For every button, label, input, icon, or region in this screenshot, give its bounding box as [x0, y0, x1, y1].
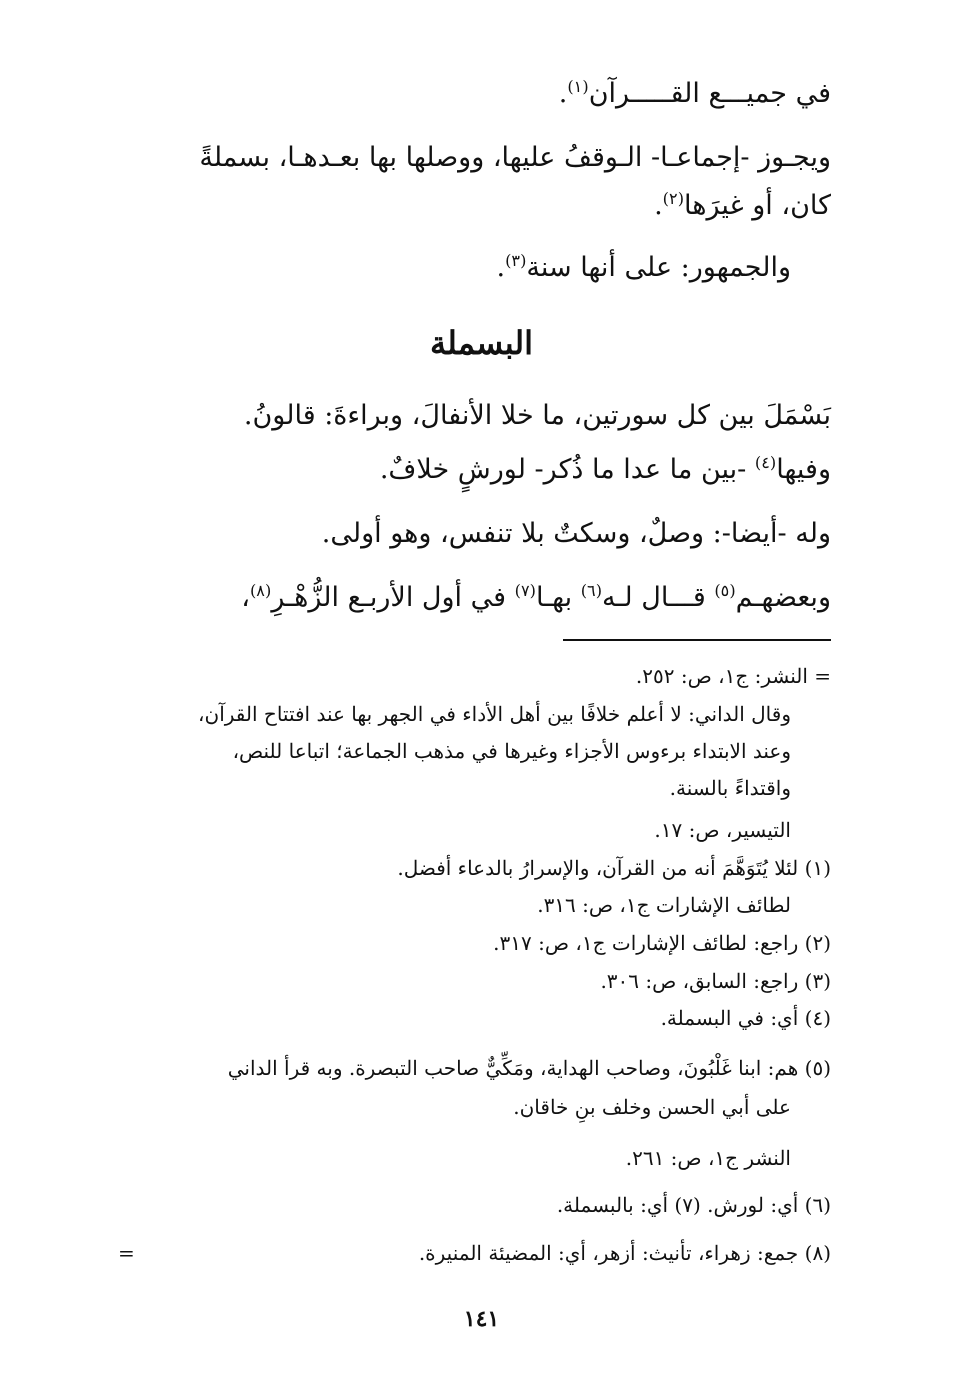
footnote-continued-line-2: وقال الداني: لا أعلم خلافًا بين أهل الأداء في الجهر بها عند افتتاح القرآن، — [198, 702, 791, 726]
footnote-1: (١) لئلا يُتَوَهَّمَ أنه من القرآن، والإسرارُ بالدعاء أفضل. — [397, 856, 831, 880]
footnote-2: (٢) راجع: لطائف الإشارات ج١، ص: ٣١٧. — [493, 931, 831, 955]
footnote-8: (٨) جمع: زهراء، تأنيث: أزهر، أي: المضيئة المنيرة. — [418, 1241, 831, 1265]
footnote-5-line-2: على أبي الحسن وخلف بنِ خاقان. — [513, 1095, 791, 1119]
footnote-4: (٤) أي: في البسملة. — [660, 1006, 831, 1030]
footnote-continued: = النشر: ج١، ص: ٢٥٢. — [635, 664, 831, 688]
page-number: ١٤١ — [463, 1306, 500, 1332]
footnote-separator — [563, 639, 831, 641]
footnote-source: التيسير، ص: ١٧. — [654, 818, 791, 842]
poem-line-4: وبعضهـم$^{(٥)}$ قـــال لـه$^{(٦)}$ بهـا$^{(٧)}$ في أول الأربـع الزُّهْـرِ$^{(٨)}$، — [241, 581, 831, 613]
continuation-mark: = — [118, 1241, 135, 1265]
footnote-5: (٥) هم: ابنا غَلْبُونَ، وصاحب الهداية، ومَكِّيٌّ صاحب التبصرة. وبه قرأ الداني — [227, 1056, 831, 1080]
footnote-1-source: لطائف الإشارات ج١، ص: ٣١٦. — [537, 893, 791, 917]
section-heading: البسملة — [429, 324, 534, 362]
main-line-1: في جميـــع القـــــرآن$^{(١)}$. — [558, 77, 831, 109]
poem-line-2: وفيها$^{(٤)}$ -بين ما عدا ما ذُكر- لورشٍ خلافٌ. — [379, 453, 831, 485]
poem-line-3: وله -أيضا-: وصلٌ، وسكتٌ بلا تنفس، وهو أولى. — [321, 518, 831, 549]
main-line-4: والجمهور: على أنها سنة$^{(٣)}$. — [496, 251, 791, 283]
footnote-continued-line-4: واقتداءً بالسنة. — [669, 776, 791, 800]
main-line-2: ويجـوز -إجماعـا- الـوقفُ عليها، ووصلها بها بعـدهـا، بسملةً — [199, 142, 831, 173]
main-line-3: كان، أو غيرَها$^{(٢)}$. — [654, 189, 831, 221]
footnote-continued-line-3: وعند الابتداء برءوس الأجزاء وغيرها في مذهب الجماعة؛ اتباعا للنص، — [232, 739, 791, 763]
footnote-3: (٣) راجع: السابق، ص: ٣٠٦. — [600, 969, 831, 993]
footnote-6-7: (٦) أي: لورش. (٧) أي: بالبسملة. — [556, 1193, 831, 1217]
poem-line-1: بَسْمَلَ بين كل سورتين، ما خلا الأنفالَ، وبراءةَ: قالونُ. — [243, 400, 831, 431]
footnote-5-source: النشر ج١، ص: ٢٦١. — [625, 1146, 791, 1170]
